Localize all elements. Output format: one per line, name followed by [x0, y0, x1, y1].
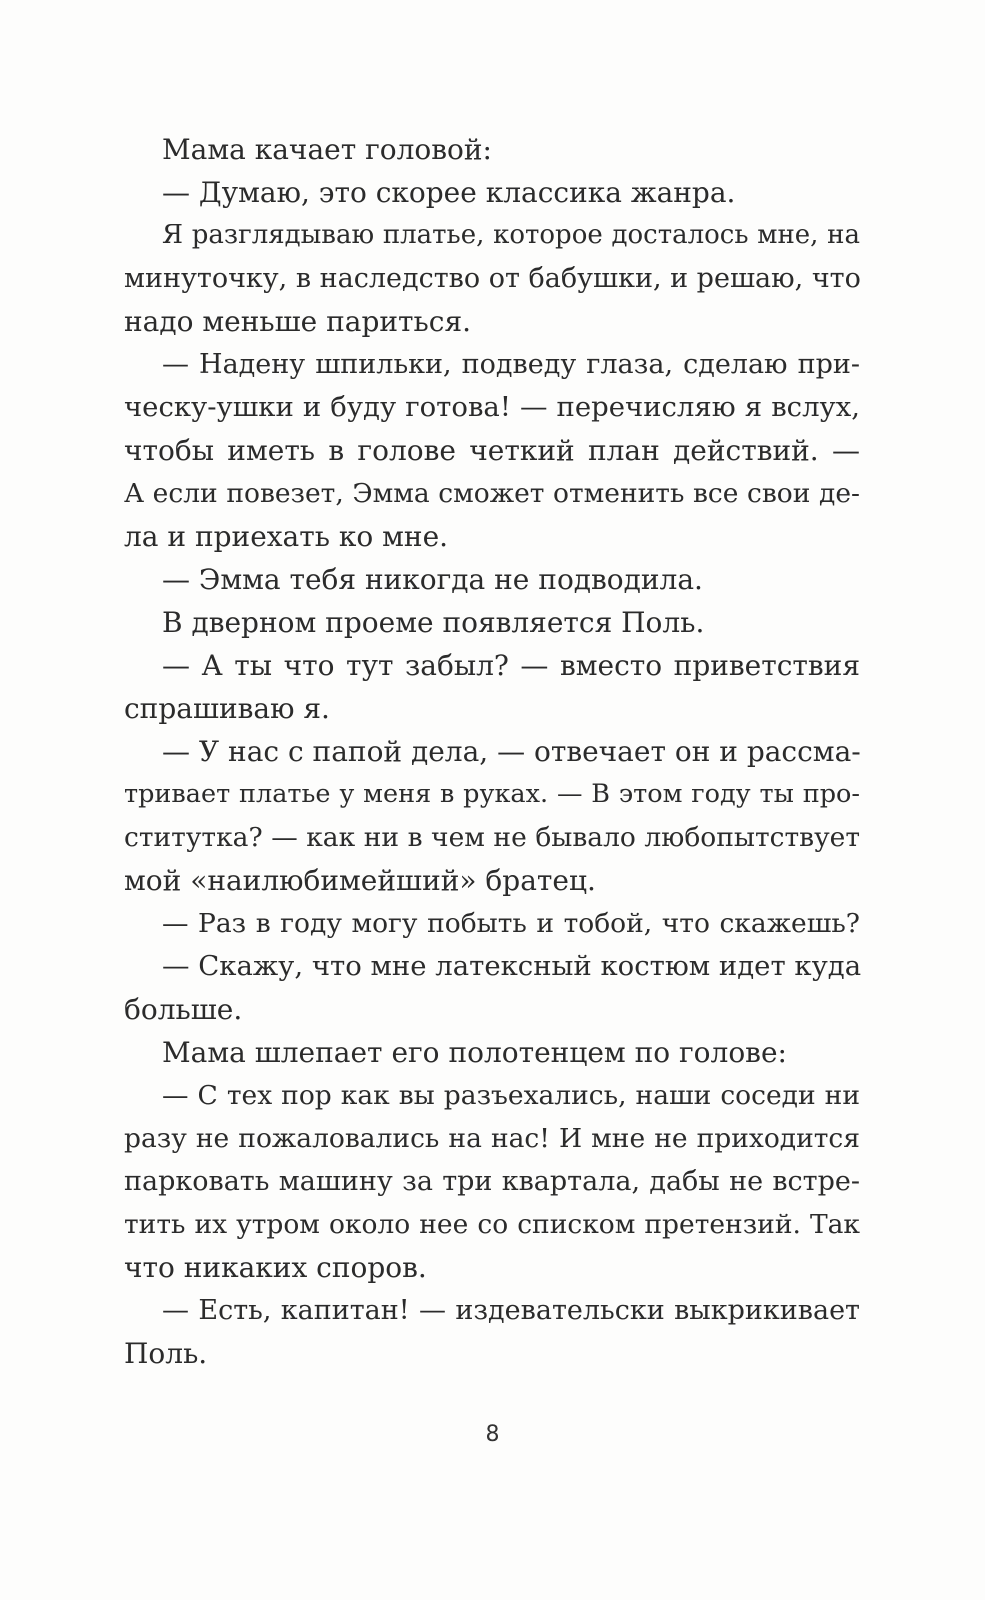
text-line: Мама шлепает его полотенцем по голове:	[162, 1036, 787, 1069]
text-line: парковать машину за три квартала, дабы не встре-	[124, 1166, 860, 1197]
text-line: ститутка? — как ни в чем не бывало любопытствует	[124, 822, 860, 853]
text-line: тривает платье у меня в руках. — В этом году ты про-	[124, 779, 860, 809]
text-line: В дверном проеме появляется Поль.	[162, 606, 705, 639]
text-line: Мама качает головой:	[162, 133, 492, 166]
text-line: Я разглядываю платье, которое досталось мне, на	[162, 220, 860, 250]
text-line: ла и приехать ко мне.	[124, 520, 449, 553]
text-line: спрашиваю я.	[124, 692, 330, 725]
text-line: минуточку, в наследство от бабушки, и решаю, что	[124, 263, 861, 294]
text-line: — Надену шпильки, подведу глаза, сделаю при-	[162, 349, 860, 380]
text-line: что никаких споров.	[124, 1251, 427, 1284]
text-line: мой «наилюбимейший» братец.	[124, 864, 596, 897]
page-number: 8	[485, 1422, 500, 1447]
body-text	[124, 128, 860, 1375]
text-line: надо меньше париться.	[124, 305, 472, 338]
text-line: — Раз в году могу побыть и тобой, что скажешь?	[162, 908, 860, 939]
text-line: А если повезет, Эмма сможет отменить все свои де-	[124, 478, 860, 509]
text-line: Поль.	[124, 1337, 208, 1370]
text-line: разу не пожаловались на нас! И мне не приходится	[124, 1123, 860, 1154]
text-line: — Думаю, это скорее классика жанра.	[162, 176, 736, 209]
text-line: — С тех пор как вы разъехались, наши соседи ни	[162, 1080, 860, 1111]
text-line: — А ты что тут забыл? — вместо приветствия	[162, 649, 860, 682]
text-line: — Есть, капитан! — издевательски выкрикивает	[162, 1295, 860, 1326]
text-line: — Скажу, что мне латексный костюм идет куда	[162, 950, 862, 982]
text-line: — У нас с папой дела, — отвечает он и рассма-	[162, 735, 861, 768]
text-line: больше.	[124, 993, 243, 1026]
text-line: чтобы иметь в голове четкий план действий. —	[124, 434, 860, 467]
text-line: — Эмма тебя никогда не подводила.	[162, 563, 703, 596]
text-line: тить их утром около нее со списком претензий. Так	[124, 1209, 860, 1240]
text-line: ческу-ушки и буду готова! — перечисляю я вслух,	[124, 391, 860, 423]
